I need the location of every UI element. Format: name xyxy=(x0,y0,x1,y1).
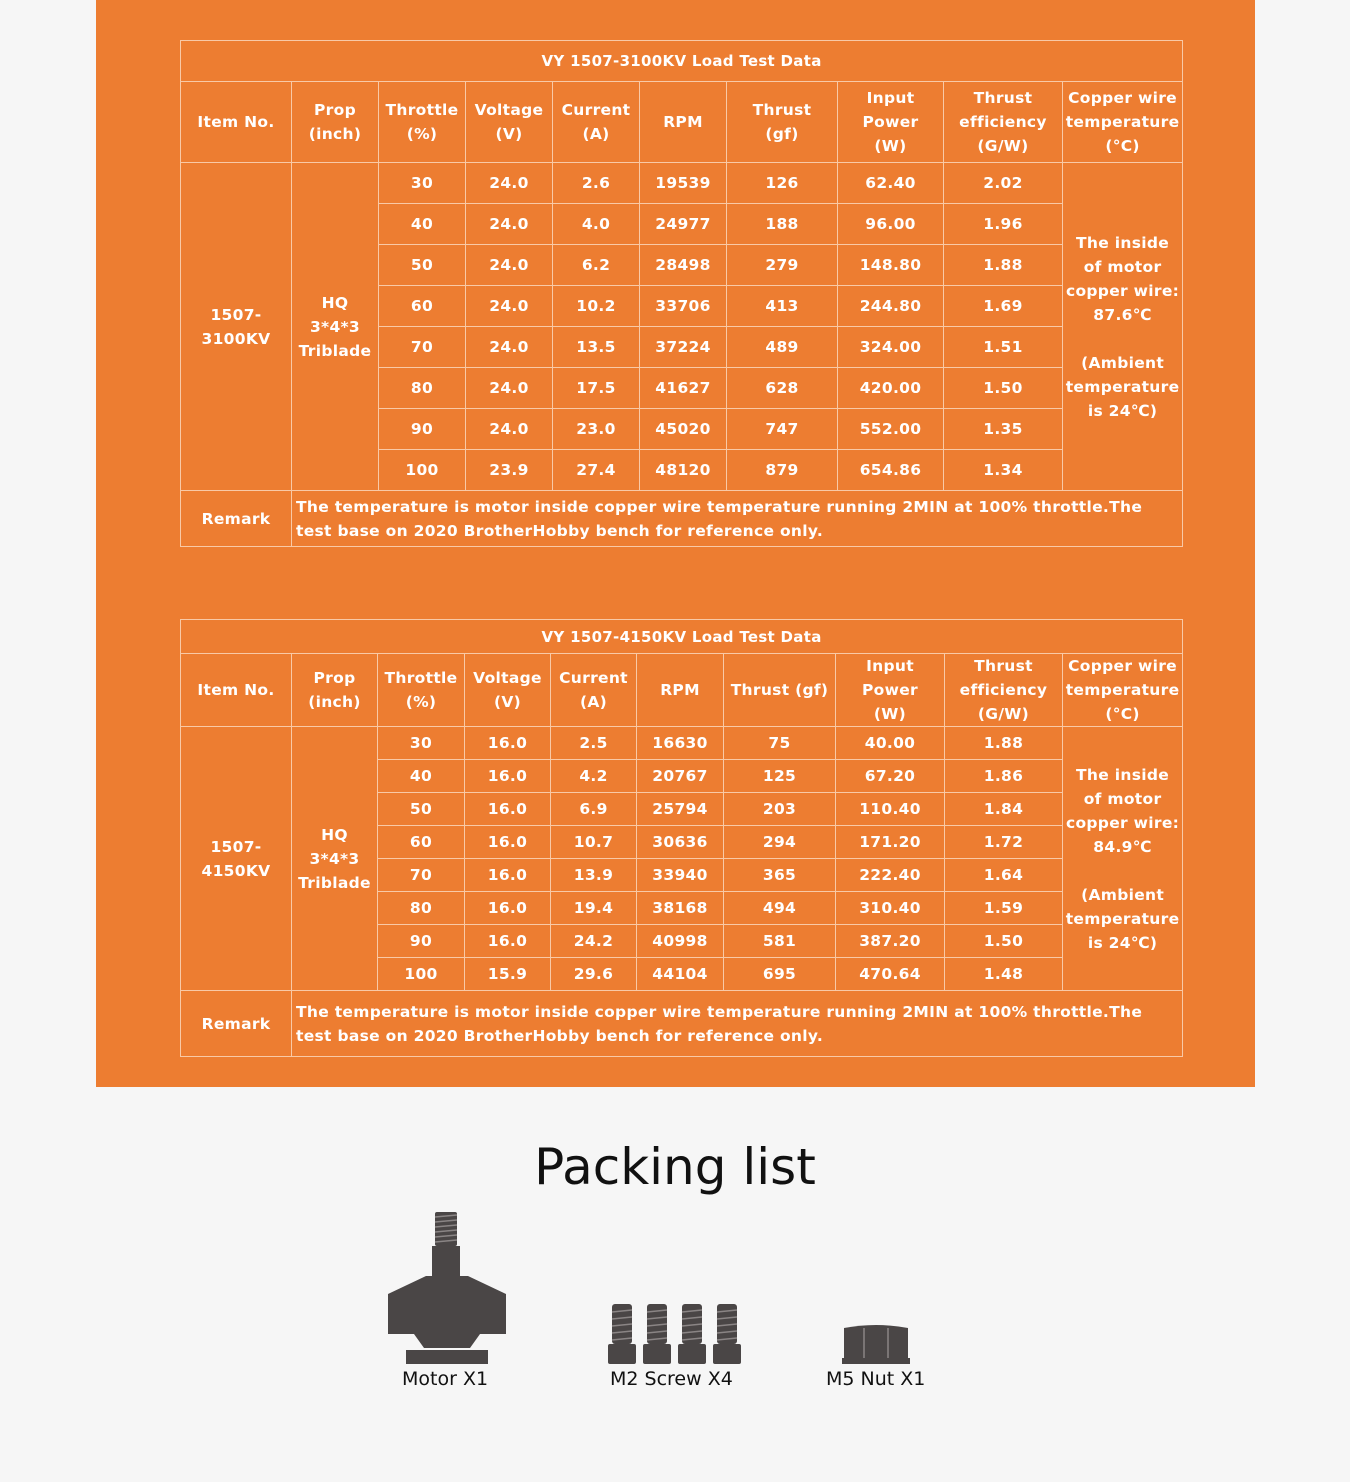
table-cell: 294 xyxy=(724,826,836,859)
cell-line: temperature xyxy=(1065,113,1180,131)
table-cell: 413 xyxy=(727,286,838,327)
table-cell: 17.5 xyxy=(553,368,640,409)
table-cell: 15.9 xyxy=(465,958,551,991)
prop-cell xyxy=(292,727,378,991)
cell-line: is 24℃) xyxy=(1087,933,1158,952)
cell-line: (A) xyxy=(582,125,610,143)
cell-line: temperature xyxy=(1065,681,1180,699)
cell-line: 84.9℃ xyxy=(1093,837,1152,856)
table-cell: 1.88 xyxy=(945,727,1063,760)
table-cell: 37224 xyxy=(640,327,727,368)
table-cell: 90 xyxy=(379,409,466,450)
remark-text: The temperature is motor inside copper wire temperature running 2MIN at 100% throttle.The test base on 2020 BrotherHobby bench for reference only. xyxy=(292,991,1183,1057)
table-cell: 1.86 xyxy=(945,760,1063,793)
table-cell: 494 xyxy=(724,892,836,925)
table-cell: 148.80 xyxy=(838,245,944,286)
cell-line: temperature xyxy=(1065,909,1180,928)
table-cell: 24.0 xyxy=(466,409,553,450)
table-cell: 70 xyxy=(379,327,466,368)
table-cell: 879 xyxy=(727,450,838,491)
table-cell: 310.40 xyxy=(836,892,945,925)
header-current xyxy=(551,654,637,727)
header-copper-temp xyxy=(1063,82,1183,163)
cell-line: Thrust xyxy=(974,657,1033,675)
table-cell: 387.20 xyxy=(836,925,945,958)
table-cell: 1.64 xyxy=(945,859,1063,892)
table-row xyxy=(181,163,1183,204)
table-cell: 420.00 xyxy=(838,368,944,409)
header-prop xyxy=(292,82,379,163)
cell-line: (inch) xyxy=(308,125,362,143)
table-cell: 24977 xyxy=(640,204,727,245)
remark-label: Remark xyxy=(181,491,292,547)
header-thrust-efficiency xyxy=(944,82,1063,163)
load-test-table-3100kv xyxy=(180,40,1183,547)
header-copper-temp xyxy=(1063,654,1183,727)
table-cell: 40.00 xyxy=(836,727,945,760)
cell-line: Throttle xyxy=(384,669,458,687)
table-caption-row xyxy=(181,41,1183,82)
cell-line: copper wire: xyxy=(1065,281,1180,300)
header-rpm: RPM xyxy=(637,654,724,727)
header-item-no: Item No. xyxy=(181,82,292,163)
nut-icon xyxy=(840,1324,912,1366)
cell-line: efficiency xyxy=(959,681,1048,699)
table-cell: 100 xyxy=(378,958,465,991)
table-cell: 470.64 xyxy=(836,958,945,991)
item-no-cell xyxy=(181,727,292,991)
cell-line: Current xyxy=(559,669,628,687)
header-thrust xyxy=(724,654,836,727)
cell-line: Throttle xyxy=(385,101,459,119)
table-cell: 80 xyxy=(378,892,465,925)
table-cell: 171.20 xyxy=(836,826,945,859)
cell-line: efficiency xyxy=(959,113,1047,131)
table-cell: 16.0 xyxy=(465,760,551,793)
cell-line: The inside xyxy=(1076,233,1170,252)
table-cell: 1.51 xyxy=(944,327,1063,368)
header-voltage xyxy=(465,654,551,727)
motor-icon xyxy=(386,1210,508,1366)
cell-line: Voltage xyxy=(473,669,542,687)
cell-line: (°C) xyxy=(1105,705,1140,723)
table-cell: 365 xyxy=(724,859,836,892)
cell-line: (gf) xyxy=(765,125,799,143)
item-no-cell xyxy=(181,163,292,491)
cell-line: (W) xyxy=(874,137,907,155)
table-cell: 30 xyxy=(378,727,465,760)
table-cell: 30 xyxy=(379,163,466,204)
table-caption: VY 1507-3100KV Load Test Data xyxy=(181,41,1183,82)
table-cell: 16.0 xyxy=(465,925,551,958)
cell-line: Copper wire xyxy=(1068,657,1177,675)
remark-text: The temperature is motor inside copper wire temperature running 2MIN at 100% throttle.The test base on 2020 BrotherHobby bench for reference only. xyxy=(292,491,1183,547)
table-cell: 1.69 xyxy=(944,286,1063,327)
table-cell: 16.0 xyxy=(465,859,551,892)
table-cell: 33706 xyxy=(640,286,727,327)
cell-line: 4150KV xyxy=(201,861,271,880)
cell-line: 1507- xyxy=(210,837,262,856)
table-cell: 1.96 xyxy=(944,204,1063,245)
table-cell: 324.00 xyxy=(838,327,944,368)
table-cell: 552.00 xyxy=(838,409,944,450)
cell-line: copper wire: xyxy=(1065,813,1180,832)
header-prop xyxy=(292,654,378,727)
cell-line: 3*4*3 xyxy=(309,849,360,868)
table-cell: 67.20 xyxy=(836,760,945,793)
table-header-row xyxy=(181,654,1183,727)
cell-line: (%) xyxy=(406,125,438,143)
table-cell: 16.0 xyxy=(465,826,551,859)
table-header-row xyxy=(181,82,1183,163)
table-cell: 1.35 xyxy=(944,409,1063,450)
cell-line: (A) xyxy=(579,693,608,711)
cell-line: Prop xyxy=(313,669,356,687)
cell-line: Voltage xyxy=(474,101,544,119)
table-cell: 60 xyxy=(378,826,465,859)
table-cell: 50 xyxy=(379,245,466,286)
table-cell: 23.9 xyxy=(466,450,553,491)
copper-temperature-note xyxy=(1063,163,1183,491)
table-cell: 2.6 xyxy=(553,163,640,204)
table-cell: 24.0 xyxy=(466,245,553,286)
table-cell: 222.40 xyxy=(836,859,945,892)
cell-line: HQ xyxy=(321,293,349,312)
header-input-power xyxy=(836,654,945,727)
cell-line: Triblade xyxy=(298,873,371,892)
cell-line: 87.6℃ xyxy=(1093,305,1152,324)
cell-line: Input xyxy=(866,657,914,675)
table-cell: 489 xyxy=(727,327,838,368)
table-cell: 25794 xyxy=(637,793,724,826)
cell-line: is 24℃) xyxy=(1087,401,1158,420)
cell-line: Thrust xyxy=(973,89,1033,107)
remark-label: Remark xyxy=(181,991,292,1057)
screw-icon xyxy=(606,1302,742,1366)
load-test-table-4150kv xyxy=(180,619,1183,1057)
table-cell: 1.50 xyxy=(945,925,1063,958)
header-throttle xyxy=(379,82,466,163)
table-cell: 2.02 xyxy=(944,163,1063,204)
table-cell: 20767 xyxy=(637,760,724,793)
header-rpm: RPM xyxy=(640,82,727,163)
cell-line: Copper wire xyxy=(1068,89,1177,107)
table-cell: 29.6 xyxy=(551,958,637,991)
table-cell: 16.0 xyxy=(465,793,551,826)
table-cell: 1.88 xyxy=(944,245,1063,286)
cell-line: (Ambient xyxy=(1081,885,1165,904)
cell-line: Triblade xyxy=(298,341,372,360)
cell-line: Current xyxy=(561,101,631,119)
cell-line: Thrust xyxy=(752,101,812,119)
table-cell: 126 xyxy=(727,163,838,204)
table-cell: 279 xyxy=(727,245,838,286)
table-cell: 60 xyxy=(379,286,466,327)
table-cell: 96.00 xyxy=(838,204,944,245)
table-cell: 50 xyxy=(378,793,465,826)
prop-cell xyxy=(292,163,379,491)
table-cell: 24.0 xyxy=(466,163,553,204)
table-cell: 16630 xyxy=(637,727,724,760)
table-cell: 75 xyxy=(724,727,836,760)
cell-line: HQ xyxy=(321,825,348,844)
table-cell: 48120 xyxy=(640,450,727,491)
cell-line: of motor xyxy=(1083,257,1162,276)
table-cell: 27.4 xyxy=(553,450,640,491)
table-cell: 30636 xyxy=(637,826,724,859)
header-thrust xyxy=(727,82,838,163)
table-cell: 19.4 xyxy=(551,892,637,925)
table-cell: 125 xyxy=(724,760,836,793)
table-cell: 2.5 xyxy=(551,727,637,760)
table-cell: 244.80 xyxy=(838,286,944,327)
cell-line: of motor xyxy=(1083,789,1162,808)
table-cell: 695 xyxy=(724,958,836,991)
table-cell: 80 xyxy=(379,368,466,409)
cell-line: Thrust (gf) xyxy=(730,681,829,699)
cell-line: (G/W) xyxy=(977,705,1030,723)
table-cell: 24.0 xyxy=(466,204,553,245)
table-cell: 13.5 xyxy=(553,327,640,368)
table-cell: 1.34 xyxy=(944,450,1063,491)
cell-line: (%) xyxy=(405,693,437,711)
cell-line: (V) xyxy=(495,125,523,143)
table-cell: 62.40 xyxy=(838,163,944,204)
cell-line: (inch) xyxy=(308,693,361,711)
packing-item-screw-label: M2 Screw X4 xyxy=(610,1368,733,1390)
table-cell: 24.2 xyxy=(551,925,637,958)
header-throttle xyxy=(378,654,465,727)
table-cell: 110.40 xyxy=(836,793,945,826)
cell-line: The inside xyxy=(1076,765,1170,784)
table-cell: 16.0 xyxy=(465,892,551,925)
table-cell: 581 xyxy=(724,925,836,958)
cell-line: 1507- xyxy=(210,305,262,324)
table-cell: 4.0 xyxy=(553,204,640,245)
cell-line: (G/W) xyxy=(977,137,1029,155)
cell-line: 3*4*3 xyxy=(309,317,361,336)
table-cell: 45020 xyxy=(640,409,727,450)
table-caption: VY 1507-4150KV Load Test Data xyxy=(181,620,1183,654)
table-cell: 90 xyxy=(378,925,465,958)
cell-line: Power xyxy=(862,681,918,699)
header-item-no: Item No. xyxy=(181,654,292,727)
table-cell: 28498 xyxy=(640,245,727,286)
table-cell: 44104 xyxy=(637,958,724,991)
table-cell: 38168 xyxy=(637,892,724,925)
table-cell: 4.2 xyxy=(551,760,637,793)
table-cell: 654.86 xyxy=(838,450,944,491)
header-thrust-efficiency xyxy=(945,654,1063,727)
table-cell: 40 xyxy=(379,204,466,245)
table-caption-row xyxy=(181,620,1183,654)
cell-line: (°C) xyxy=(1105,137,1140,155)
table-cell: 24.0 xyxy=(466,286,553,327)
table-cell: 1.48 xyxy=(945,958,1063,991)
remark-row xyxy=(181,491,1183,547)
remark-row xyxy=(181,991,1183,1057)
copper-temperature-note xyxy=(1063,727,1183,991)
table-cell: 100 xyxy=(379,450,466,491)
table-cell: 1.50 xyxy=(944,368,1063,409)
header-current xyxy=(553,82,640,163)
table-cell: 23.0 xyxy=(553,409,640,450)
table-cell: 70 xyxy=(378,859,465,892)
table-cell: 13.9 xyxy=(551,859,637,892)
cell-line: (W) xyxy=(873,705,907,723)
packing-item-nut-label: M5 Nut X1 xyxy=(826,1368,926,1390)
cell-line: (Ambient xyxy=(1081,353,1165,372)
table-cell: 1.59 xyxy=(945,892,1063,925)
table-cell: 19539 xyxy=(640,163,727,204)
table-cell: 1.84 xyxy=(945,793,1063,826)
table-cell: 10.7 xyxy=(551,826,637,859)
header-input-power xyxy=(838,82,944,163)
table-cell: 40998 xyxy=(637,925,724,958)
cell-line: Power xyxy=(862,113,919,131)
cell-line: Input xyxy=(866,89,915,107)
cell-line: temperature xyxy=(1065,377,1180,396)
table-cell: 41627 xyxy=(640,368,727,409)
table-cell: 24.0 xyxy=(466,327,553,368)
table-cell: 203 xyxy=(724,793,836,826)
table-row xyxy=(181,727,1183,760)
table-cell: 188 xyxy=(727,204,838,245)
table-cell: 6.2 xyxy=(553,245,640,286)
cell-line: Prop xyxy=(314,101,356,119)
cell-line: (V) xyxy=(493,693,522,711)
table-cell: 40 xyxy=(378,760,465,793)
table-cell: 10.2 xyxy=(553,286,640,327)
table-cell: 24.0 xyxy=(466,368,553,409)
table-cell: 16.0 xyxy=(465,727,551,760)
table-cell: 33940 xyxy=(637,859,724,892)
cell-line: 3100KV xyxy=(201,329,271,348)
table-cell: 747 xyxy=(727,409,838,450)
table-cell: 1.72 xyxy=(945,826,1063,859)
table-cell: 628 xyxy=(727,368,838,409)
header-voltage xyxy=(466,82,553,163)
table-cell: 6.9 xyxy=(551,793,637,826)
packing-item-motor-label: Motor X1 xyxy=(402,1368,489,1390)
packing-list-title: Packing list xyxy=(534,1138,816,1196)
